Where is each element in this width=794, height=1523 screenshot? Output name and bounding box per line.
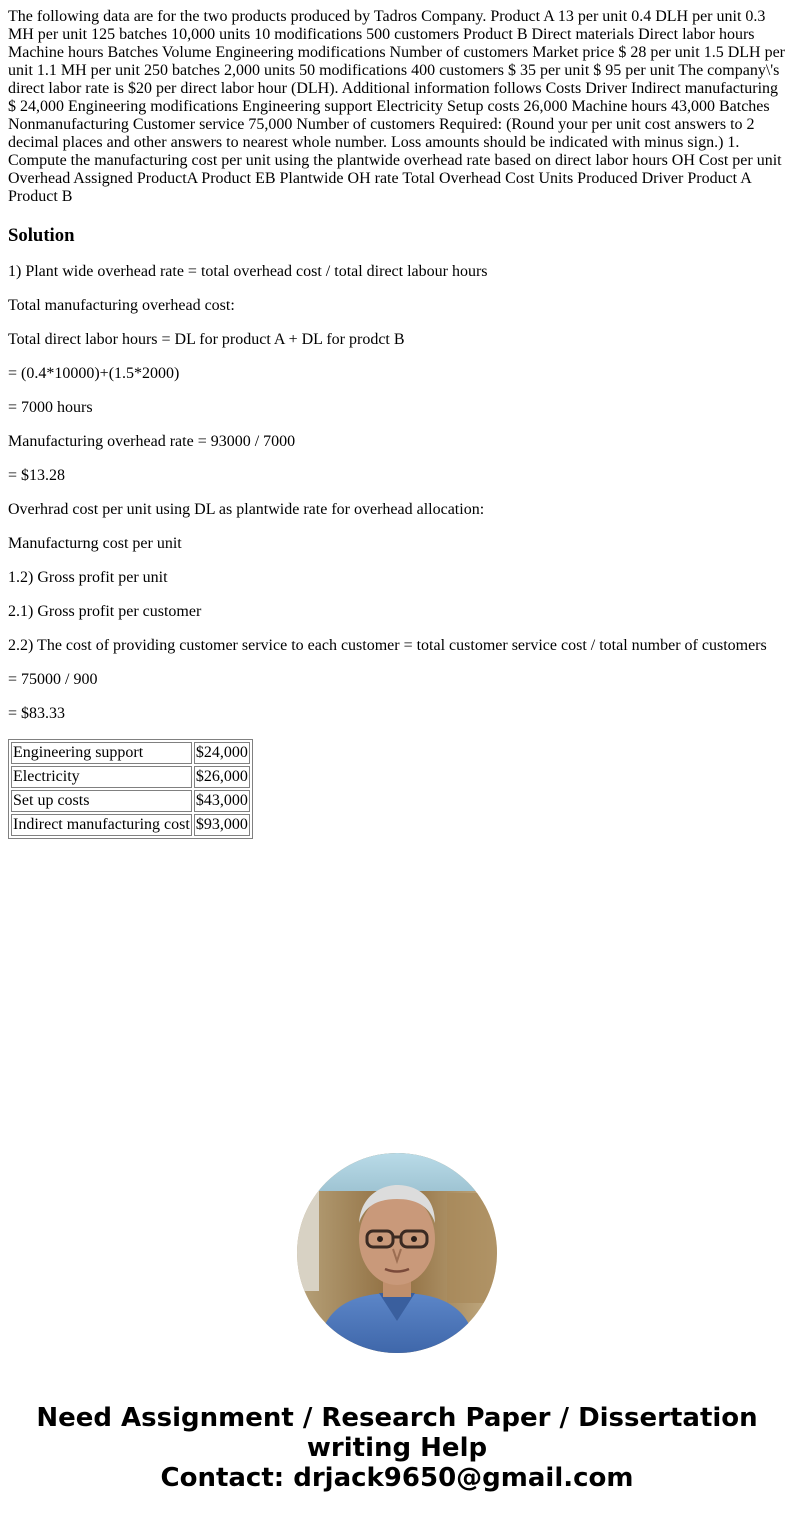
solution-step: Overhrad cost per unit using DL as plantwide rate for overhead allocation: <box>8 501 485 518</box>
author-avatar <box>297 1153 497 1353</box>
solution-step: = 7000 hours <box>8 399 93 416</box>
solution-step: Total direct labor hours = DL for product A + DL for prodct B <box>8 331 405 348</box>
solution-step: 1.2) Gross profit per unit <box>8 569 168 586</box>
banner-line-1: Need Assignment / Research Paper / Dissertation <box>36 1403 758 1433</box>
solution-step: = $83.33 <box>8 705 66 722</box>
avatar-portrait-icon <box>297 1153 497 1353</box>
table-cell-label: Engineering support <box>11 742 192 764</box>
table-cell-value: $43,000 <box>194 790 250 812</box>
table-cell-value: $26,000 <box>194 766 250 788</box>
document-content <box>8 8 786 839</box>
table-cell-label: Set up costs <box>11 790 192 812</box>
table-row <box>11 790 250 812</box>
solution-step: 2.2) The cost of providing customer service to each customer = total customer service cost / total number of customers <box>8 637 767 654</box>
solution-heading: Solution <box>8 225 75 246</box>
banner-line-2: writing Help <box>306 1433 488 1463</box>
solution-step: = (0.4*10000)+(1.5*2000) <box>8 365 180 382</box>
table-row <box>11 814 250 836</box>
solution-step: = $13.28 <box>8 467 66 484</box>
solution-step: = 75000 / 900 <box>8 671 98 688</box>
table-row <box>11 742 250 764</box>
solution-step: 1) Plant wide overhead rate = total overhead cost / total direct labour hours <box>8 263 488 280</box>
table-cell-value: $24,000 <box>194 742 250 764</box>
table-cell-label: Indirect manufacturing cost <box>11 814 192 836</box>
table-cell-value: $93,000 <box>194 814 250 836</box>
overhead-cost-table <box>8 739 253 839</box>
contact-banner <box>0 1403 794 1493</box>
banner-contact-email: Contact: drjack9650@gmail.com <box>160 1463 634 1493</box>
solution-step: 2.1) Gross profit per customer <box>8 603 202 620</box>
table-cell-label: Electricity <box>11 766 192 788</box>
table-row <box>11 766 250 788</box>
question-text: The following data are for the two products produced by Tadros Company. Product A 13 per unit 0.4 DLH per unit 0.3 MH per unit 125 batches 10,000 units 10 modifications 500 customers Product B Direct materials Direct labor hours Machine hours Batches Volume Engineering modifications Number of customers Market price $ 28 per unit 1.5 DLH per unit 1.1 MH per unit 250 batches 2,000 units 50 modifications 400 customers $ 35 per unit $ 95 per unit The company\'s direct labor rate is $20 per direct labor hour (DLH). Additional information follows Costs Driver Indirect manufacturing $ 24,000 Engineering modifications Engineering support Electricity Setup costs 26,000 Machine hours 43,000 Batches Nonmanufacturing Customer service 75,000 Number of customers Required: (Round your per unit cost answers to 2 decimal places and other answers to nearest whole number. Loss amounts should be indicated with minus sign.) 1. Compute the manufacturing cost per unit using the plantwide overhead rate based on direct labor hours OH Cost per unit Overhead Assigned ProductA Product EB Plantwide OH rate Total Overhead Cost Units Produced Driver Product A Product B <box>8 8 785 205</box>
solution-step: Manufacturing overhead rate = 93000 / 7000 <box>8 433 296 450</box>
solution-step: Manufacturng cost per unit <box>8 535 182 552</box>
solution-step: Total manufacturing overhead cost: <box>8 297 235 314</box>
